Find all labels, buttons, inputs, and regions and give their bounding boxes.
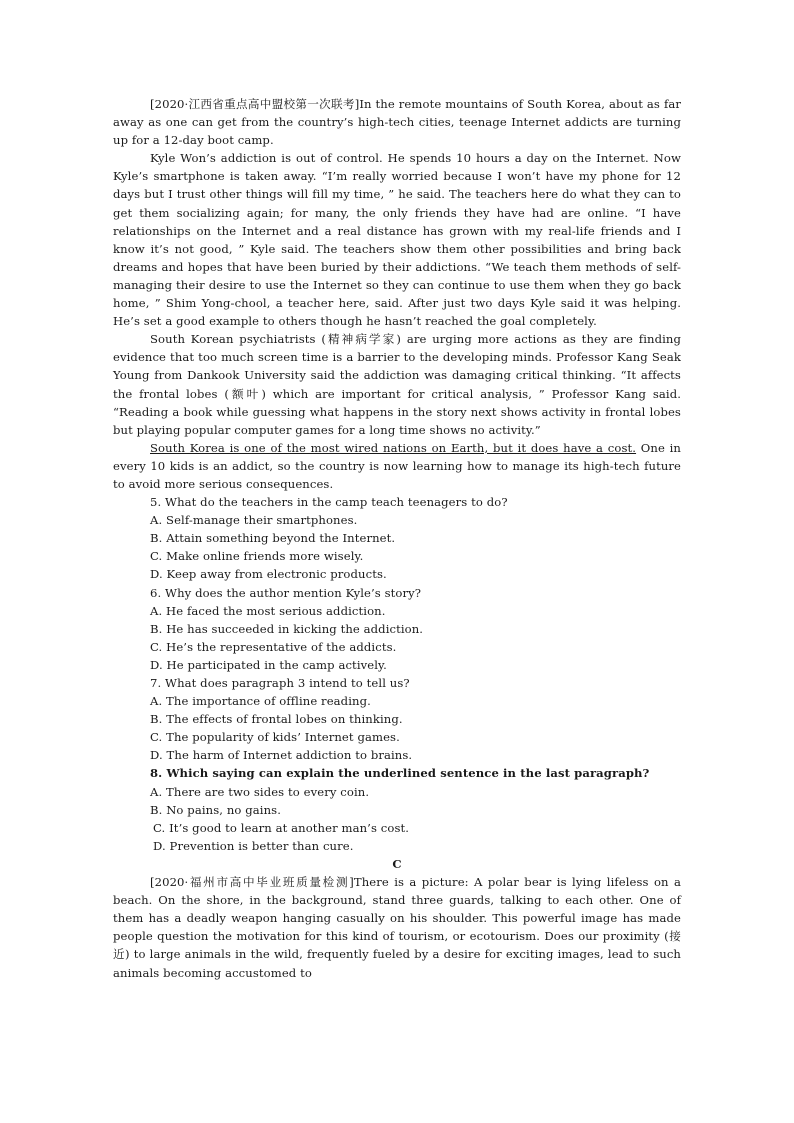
- passage-b-paragraph-2: Kyle Won’s addiction is out of control. He spends 10 hours a day on the Internet. Now Kyle’s smartphone is taken away. “I’m really worried because I won’t have my phone for 12 days but I trust other things will fill my time, ” he said. The teachers here do what they can to get them socializing again; for many, the only friends they have had are online. “I have relationships on the Internet and a real distance has grown with my real-life friends and I know it’s not good, ” Kyle said. The teachers show them other possibilities and bring back dreams and hopes that have been buried by their addictions. “We teach them methods of self-managing their desire to use the Internet so they can continue to use them when they go back home, ” Shim Yong-chool, a teacher here, said. After just two days Kyle said it was helping. He’s set a good example to others though he hasn’t reached the goal completely.: [113, 151, 681, 329]
- question-8-stem: 8. Which saying can explain the underlined sentence in the last paragraph?: [150, 766, 650, 781]
- passage-b-paragraph-1: [113, 95, 681, 149]
- question-7-stem: 7. What does paragraph 3 intend to tell us?: [150, 676, 410, 690]
- passage-c-heading: C: [392, 856, 402, 871]
- source-citation: [2020·江西省重点高中盟校第一次联考]: [150, 97, 360, 111]
- question-6-option-d: D. He participated in the camp actively.: [150, 657, 387, 672]
- question-6-option-c: C. He’s the representative of the addicts.: [150, 639, 397, 654]
- passage-b-paragraph-3: South Korean psychiatrists (精神病学家) are urging more actions as they are finding evidence that too much screen time is a barrier to the developing minds. Professor Kang Seak Young from Dankook University said the addiction was damaging critical thinking. “It affects the frontal lobes (额叶) which are important for critical analysis, ” Professor Kang said. “Reading a book while guessing what happens in the story next shows activity in frontal lobes but playing popular computer games for a long time shows no activity.”: [113, 332, 681, 437]
- question-5-option-d: D. Keep away from electronic products.: [150, 567, 387, 582]
- question-5-option-b: B. Attain something beyond the Internet.: [150, 531, 396, 546]
- paragraph-text: One in every 10 kids is an addict, so the country is now learning how to manage its high-tech future to avoid more serious consequences.: [113, 440, 681, 491]
- question-8-option-d: D. Prevention is better than cure.: [153, 838, 354, 853]
- question-7-option-b: B. The effects of frontal lobes on thinking.: [150, 712, 403, 727]
- question-6-option-b: B. He has succeeded in kicking the addiction.: [150, 621, 424, 636]
- question-5-option-a: A. Self-manage their smartphones.: [150, 513, 358, 528]
- question-7-option-d: D. The harm of Internet addiction to brains.: [150, 748, 413, 763]
- passage-b-paragraph-4: [113, 439, 681, 493]
- document-page: [113, 95, 681, 982]
- source-citation: [2020·福州市高中毕业班质量检测]: [150, 875, 354, 890]
- question-5-stem: 5. What do the teachers in the camp teach teenagers to do?: [150, 495, 508, 510]
- question-7-option-c: C. The popularity of kids’ Internet games.: [150, 730, 400, 745]
- paragraph-text: There is a picture: A polar bear is lying lifeless on a beach. On the shore, in the background, stand three guards, talking to each other. One of them has a deadly weapon hanging casually on his shoulder. This powerful image has made people question the motivation for this kind of tourism, or ecotourism. Does our proximity (接近) to large animals in the wild, frequently fueled by a desire for exciting images, lead to such animals becoming accustomed to: [113, 875, 681, 980]
- underlined-sentence: South Korea is one of the most wired nations on Earth, but it does have a cost.: [150, 440, 637, 455]
- question-8-option-c: C. It’s good to learn at another man’s cost.: [153, 820, 410, 835]
- question-8-option-b: B. No pains, no gains.: [150, 802, 282, 817]
- paragraph-text: In the remote mountains of South Korea, about as far away as one can get from the country’s high-tech cities, teenage Internet addicts are turning up for a 12-day boot camp.: [113, 97, 681, 148]
- question-7-option-a: A. The importance of offline reading.: [150, 694, 371, 709]
- passage-c-paragraph-1: [113, 873, 681, 982]
- question-8-option-a: A. There are two sides to every coin.: [150, 784, 370, 799]
- question-6-option-a: A. He faced the most serious addiction.: [150, 603, 386, 618]
- question-5-option-c: C. Make online friends more wisely.: [150, 549, 364, 564]
- question-6-stem: 6. Why does the author mention Kyle’s story?: [150, 585, 422, 600]
